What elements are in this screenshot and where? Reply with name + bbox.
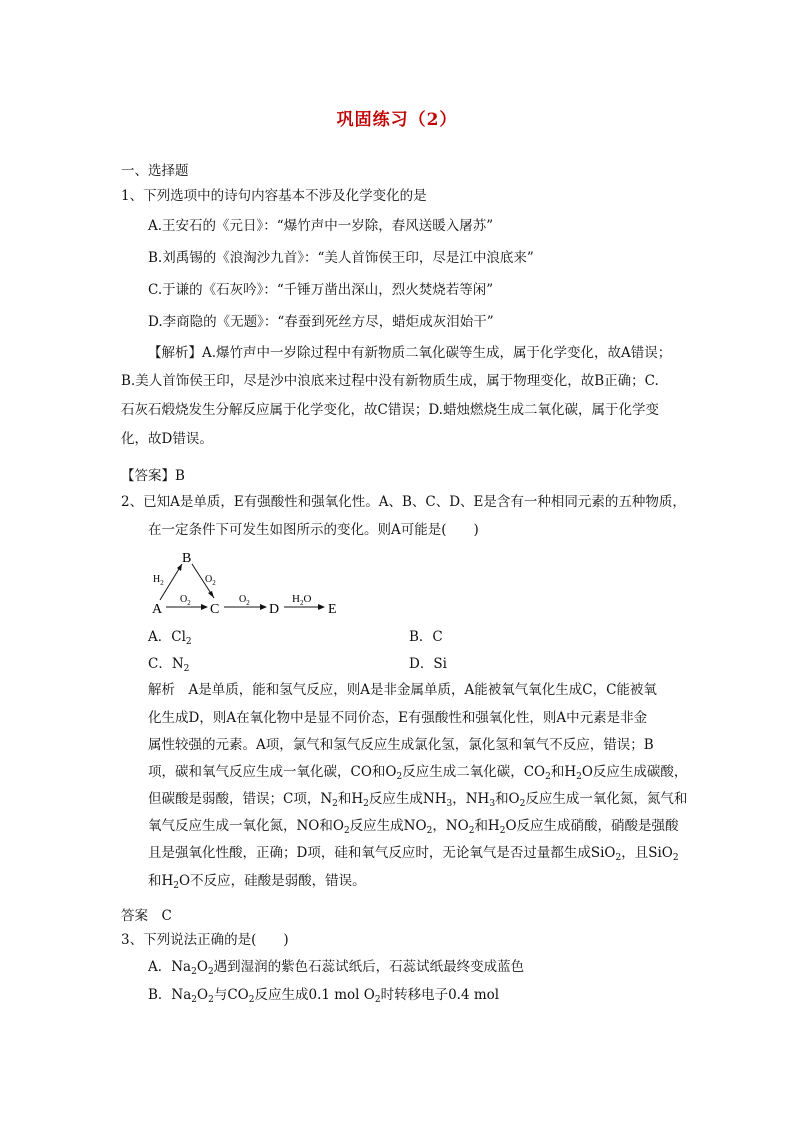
q1-analysis-line-2: B.美人首饰侯王印，尽是沙中浪底来过程中没有新物质生成，属于物理变化，故B正确；C. — [121, 373, 659, 389]
reagent-b-c: $O_2$ — [205, 574, 216, 587]
arrow-c-d-head — [260, 604, 267, 610]
reagent-d-e: $H_2O$ — [292, 593, 312, 607]
q2-analysis-line-6: 氧气反应生成一氧化氮，NO和$O_2$反应生成$NO_2$，$NO_2$和$H_2O$反应生成硝酸，硝酸是强酸 — [148, 818, 679, 836]
page-title: 巩固练习（2） — [336, 110, 458, 130]
q2-analysis-line-8: 和$H_2O$不反应，硅酸是弱酸，错误。 — [148, 873, 366, 891]
q2-analysis-line-7: 且是强氧化性酸，正确；D项，硅和氧气反应时，无论氧气是否过量都生成SiO$_2$，且SiO$_2$ — [148, 845, 679, 863]
reagent-a-b: $H_2$ — [153, 574, 164, 587]
q2-option-c: C．$N_2$ — [148, 656, 190, 674]
node-c: C — [210, 602, 220, 617]
node-d: D — [269, 602, 280, 617]
arrow-b-c-head — [208, 591, 214, 598]
q2-answer: 答案 C — [121, 908, 172, 924]
q2-analysis-line-1: 解析 A是单质，能和氢气反应，则A是非金属单质，A能被氧气氧化生成C，C能被氧 — [148, 682, 657, 698]
reagent-a-c: $O_2$ — [180, 594, 191, 607]
reagent-c-d: $O_2$ — [239, 594, 250, 607]
arrow-a-c-head — [201, 604, 208, 610]
q1-option-c: C.于谦的《石灰吟》：“千锤万凿出深山，烈火焚烧若等闲” — [148, 282, 494, 298]
arrow-a-b-head — [177, 564, 182, 571]
q1-answer: 【答案】B — [121, 468, 185, 484]
q2-stem-line-1: 2、已知A是单质，E有强酸性和强氧化性。A、B、C、D、E是含有一种相同元素的五种物质， — [121, 494, 686, 510]
q2-stem-line-2: 在一定条件下可发生如图所示的变化。则A可能是( ) — [148, 522, 479, 538]
q2-option-d: D．Si — [409, 656, 447, 672]
q2-analysis-line-3: 属性较强的元素。A项，氯气和氢气反应生成氯化氢，氯化氢和氧气不反应，错误；B — [148, 737, 654, 753]
q3-option-b: B．$Na_2O_2$与$CO_2$反应生成0.1 mol $O_2$时转移电子0.4 mol — [148, 987, 500, 1005]
q1-analysis-line-4: 化，故D错误。 — [121, 431, 213, 447]
q2-analysis-line-5: 但碳酸是弱酸，错误；C项，$N_2$和$H_2$反应生成$NH_3$，$NH_3$和$O_2$反应生成一氧化氮，氮气和 — [148, 791, 688, 809]
q2-analysis-line-2: 化生成D，则A在氧化物中是显不同价态，E有强酸性和强氧化性，则A中元素是非金 — [148, 710, 648, 726]
q2-analysis-line-4: 项，碳和氧气反应生成一氧化碳，CO和$O_2$反应生成二氧化碳，$CO_2$和$H_2O$反应生成碳酸， — [148, 764, 688, 782]
node-b: B — [182, 551, 192, 566]
q2-option-b: B．C — [409, 629, 443, 645]
q1-option-b: B.刘禹锡的《浪淘沙九首》：“美人首饰侯王印，尽是江中浪底来” — [148, 250, 534, 266]
q1-analysis-line-1: 【解析】A.爆竹声中一岁除过程中有新物质二氧化碳等生成，属于化学变化，故A错误； — [148, 345, 672, 361]
node-a: A — [152, 602, 163, 617]
q2-option-a: A．$Cl_2$ — [148, 629, 192, 647]
section-heading: 一、选择题 — [121, 163, 189, 179]
reaction-diagram — [148, 548, 358, 620]
q1-option-a: A.王安石的《元日》：“爆竹声中一岁除，春风送暖入屠苏” — [148, 218, 494, 234]
q3-stem: 3、下列说法正确的是( ) — [121, 932, 289, 948]
q1-stem: 1、下列选项中的诗句内容基本不涉及化学变化的是 — [121, 188, 427, 204]
q3-option-a: A．$Na_2O_2$遇到湿润的紫色石蕊试纸后，石蕊试纸最终变成蓝色 — [148, 959, 525, 977]
node-e: E — [328, 602, 337, 617]
q1-analysis-line-3: 石灰石煅烧发生分解反应属于化学变化，故C错误；D.蜡烛燃烧生成二氧化碳，属于化学变 — [121, 402, 659, 418]
arrow-d-e-head — [318, 604, 325, 610]
q1-option-d: D.李商隐的《无题》：“春蚕到死丝方尽，蜡炬成灰泪始干” — [148, 314, 494, 330]
